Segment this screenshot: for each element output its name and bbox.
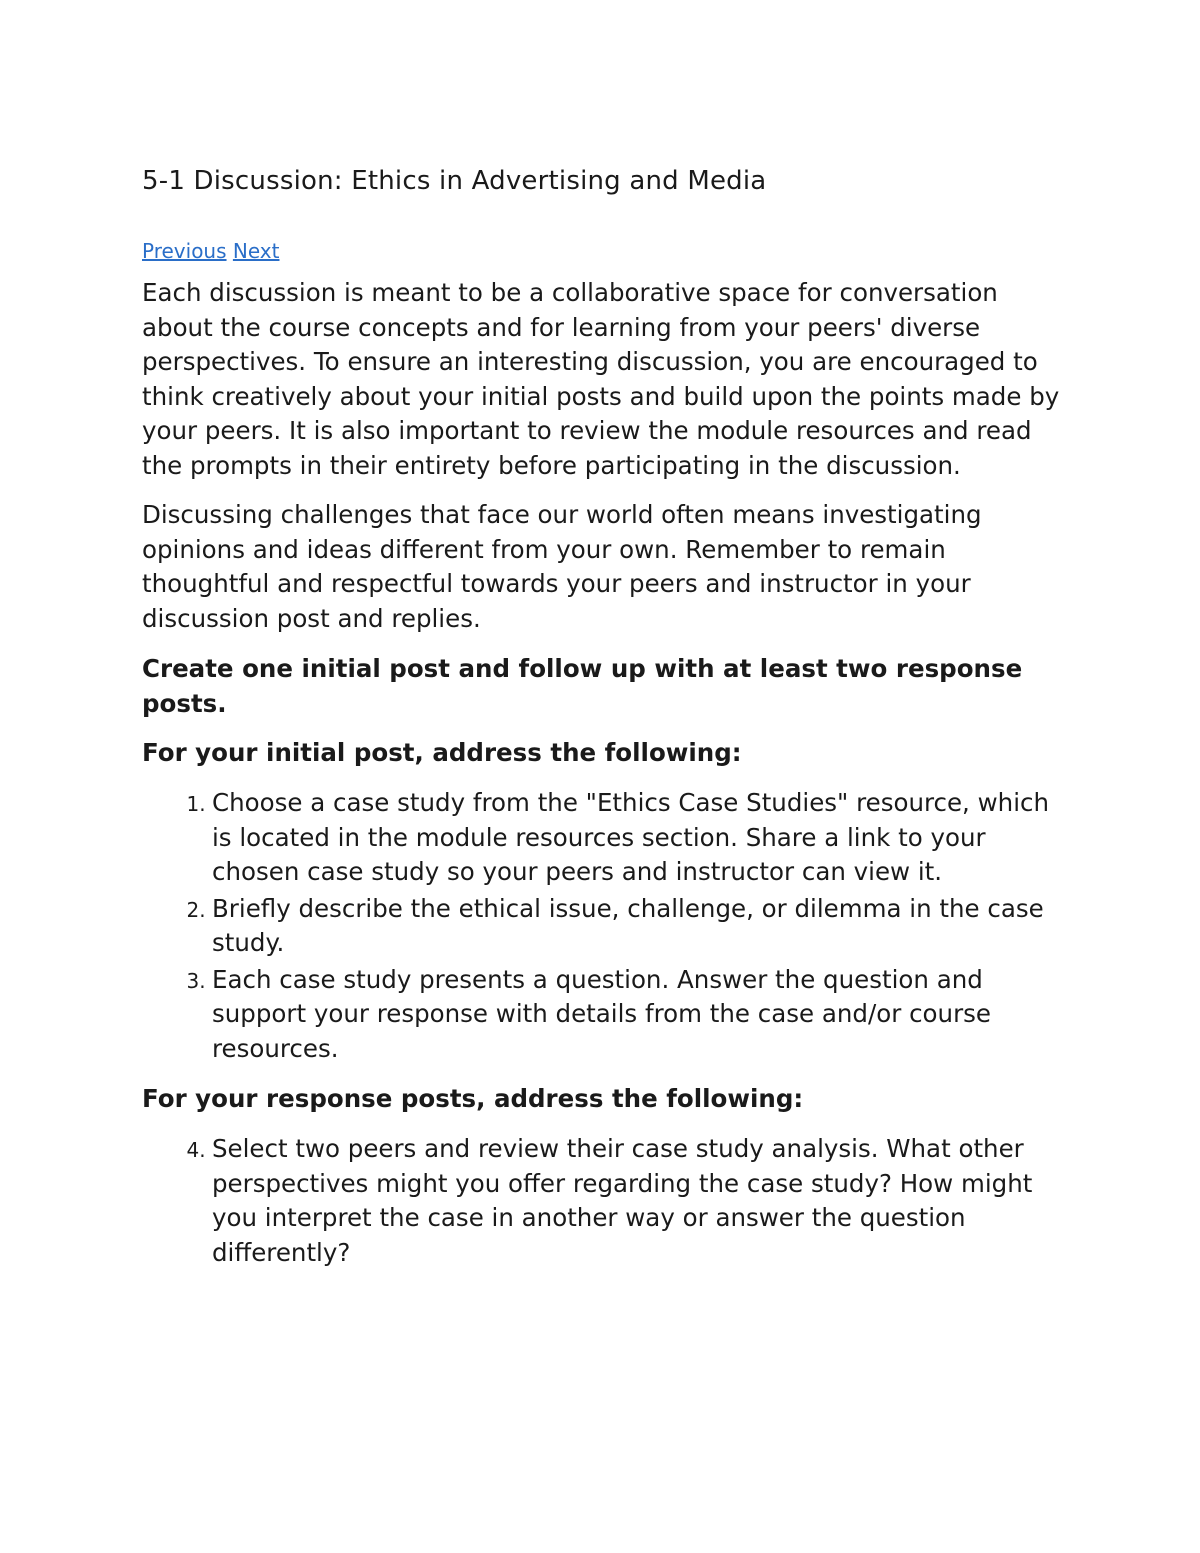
document-page — [142, 164, 1072, 1272]
response-posts-heading: For your response posts, address the following: — [142, 1084, 804, 1113]
initial-post-list — [142, 786, 1072, 1066]
list-item: 2. Briefly describe the ethical issue, challenge, or dilemma in the case study. — [212, 892, 1072, 961]
instruction-text: Create one initial post and follow up with at least two response posts. — [142, 654, 1023, 718]
nav-links — [142, 238, 1072, 264]
next-link[interactable]: Next — [232, 239, 280, 263]
page-title: 5-1 Discussion: Ethics in Advertising and Media — [142, 166, 767, 196]
respect-paragraph: Discussing challenges that face our world often means investigating opinions and ideas different from your own. Remember to remain thoughtful and respectful towards your peers and instructor in your discussion post and replies. — [142, 500, 982, 633]
list-item: 3. Each case study presents a question. Answer the question and support your response with details from the case and/or course resources. — [212, 963, 1072, 1067]
initial-post-heading: For your initial post, address the following: — [142, 738, 742, 767]
list-item: 1. Choose a case study from the "Ethics Case Studies" resource, which is located in the module resources section. Share a link to your chosen case study so your peers and instructor can view it. — [212, 786, 1072, 890]
previous-link[interactable]: Previous — [142, 239, 227, 263]
intro-paragraph: Each discussion is meant to be a collaborative space for conversation about the course concepts and for learning from your peers' diverse perspectives. To ensure an interesting discussion, you are encouraged to think creatively about your initial posts and build upon the points made by your peers. It is also important to review the module resources and read the prompts in their entirety before participating in the discussion. — [142, 278, 1060, 480]
list-item: 4. Select two peers and review their case study analysis. What other perspectives might you offer regarding the case study? How might you interpret the case in another way or answer the question differently? — [212, 1132, 1072, 1270]
response-posts-list — [142, 1132, 1072, 1270]
